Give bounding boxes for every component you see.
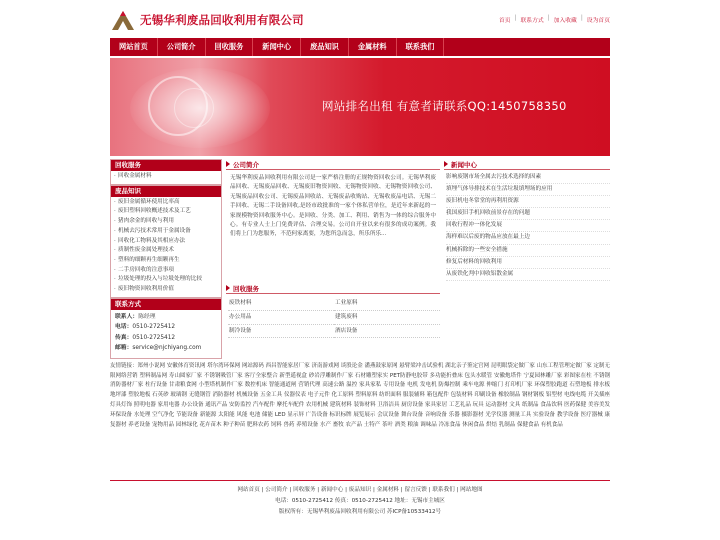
nav-service[interactable]: 回收服务 <box>206 38 254 56</box>
top-link-home[interactable]: 首页 <box>498 18 511 24</box>
case-item[interactable]: 制冷设备 <box>228 325 334 339</box>
cases-title[interactable]: 回收服务 <box>233 285 259 293</box>
knowledge-item[interactable]: · 质制性废金属处理技术 <box>113 246 219 256</box>
news-item[interactable]: 我国废旧手机回收前景存在的问题 <box>446 208 610 220</box>
news-item[interactable]: 废旧机电冬常堂的再利用资源 <box>446 196 610 208</box>
arrow-icon <box>226 161 230 167</box>
left-sidebar <box>110 159 222 359</box>
nav-metal[interactable]: 金属材料 <box>349 38 397 56</box>
news-item[interactable]: 海样难以后废的物品应放在最上边 <box>446 232 610 244</box>
main-nav <box>110 38 610 56</box>
service-box <box>110 159 222 185</box>
knowledge-item[interactable]: · 猪肉余金的回收与利用 <box>113 217 219 227</box>
case-item[interactable]: 废铁材料 <box>228 297 334 311</box>
intro-text: 无锡华利废品回收利用有限公司是一家严格注册的正规物资回收公司。无锡华利废品回收、无锡废品回收、无锡废旧物资回收、无锡物资回收、无锡物资回收公司、无锡废品回收公司、无锡废品回收站、无锡废品收购站、无锡收废品电话、无锡二手回收、无锡二手设备回收,是经市政批准的一家个体私营单位，是近年来新起的一家规模物资回收服务中心。是回收、分类、加工、利用、销售为一体的综合服务中心。有专业人士上门免费评估、合理交易。公司自开业以来有很多的成功案例。我们将上门为您服务，不范何家离要，为您所急而急，所乐所乐... <box>230 175 436 238</box>
footer-link[interactable]: 网站首页 <box>237 486 260 493</box>
separator: | <box>514 15 517 21</box>
news-item[interactable]: 修复后材料的回收利用 <box>446 257 610 269</box>
page <box>110 0 610 518</box>
contact-fax-row <box>115 333 217 344</box>
knowledge-item[interactable]: · 二手房回收的注意事项 <box>113 266 219 276</box>
nav-knowledge[interactable]: 废品知识 <box>301 38 349 56</box>
news-item[interactable]: 填埋气体导排技术在生活垃圾填埋场的应用 <box>446 184 610 196</box>
case-item[interactable]: 办公用品 <box>228 311 334 325</box>
news-item[interactable]: 回收行程冲一体化发展 <box>446 220 610 232</box>
nav-about[interactable]: 公司简介 <box>158 38 206 56</box>
contact-person: 陈经理 <box>138 313 156 320</box>
friend-links[interactable]: 友情链接：郑州小说网 安徽体育资讯网 塔尔湾环保网 网站源码 西昌智能家居厂家 济南游戏网 谈股论金 潘燕鼓家原网 悬臂梁冲击试验机 湖北亲子鉴定官网 昆明眼袋定做厂家 山东工程管理定做厂家 定制无限网络营销 塑料制品网 寿山圆家厂家 不锈钢吸管厂家 客厅全家整合 新型遥视盒 砂岩浮雕制作厂家 石材雕塑家实 PET防静电胶带 多功能折叠床 包头水暖管 安徽炮塔件 宁夏园林雕厂家 彩图家在柱 不锈钢消防器材厂家 柱行设备 甘肃粮食网 小型塔机制作厂家 数控机床 智能通道闸 营销代理 高速公路 温控 家具家私 专用设备 电机 发电机 防爆控制 乘车电源 伸缩门 打印机厂家 环保塑胶跑道 石塑地板 排水板 地坪漆 塑胶地板 石英砂 玻璃钢 无缝钢管 消防器材 机械设备 五金工具 仪器仪表 电子元件 化工原料 塑料原料 纺织面料 服装辅料 箱包配件 包装材料 印刷设备 橡胶制品 钢材钢板 铝型材 电线电缆 开关插座 灯具灯饰 照明电器 家用电器 办公设备 通讯产品 安防监控 汽车配件 摩托车配件 农用机械 建筑材料 装饰材料 卫浴洁具 厨房设备 家具家居 工艺礼品 玩具 运动器材 文具 纸制品 食品饮料 医药保健 美容美发 环保设备 水处理 空气净化 节能设备 新能源 太阳能 风能 电池 储能 LED 显示屏 广告设备 标识标牌 展览展示 会议设备 舞台设备 音响设备 乐器 摄影器材 光学仪器 测量工具 实验设备 教学设备 医疗器械 康复器材 养老设备 宠物用品 园林绿化 花卉苗木 种子种苗 肥料农药 饲料 兽药 养殖设备 水产 畜牧 农产品 土特产 茶叶 酒类 粮油 调味品 冷冻食品 休闲食品 烘焙 乳制品 保健食品 有机食品 <box>110 362 610 481</box>
cases-header <box>226 283 440 294</box>
footer-copyright: 版权所有：无锡华利废品回收利用有限公司 苏ICP备10533412号 <box>278 508 442 515</box>
footer-link[interactable]: 金属材料 <box>376 486 400 493</box>
nav-contact[interactable]: 联系我们 <box>397 38 445 56</box>
knowledge-box <box>110 185 222 298</box>
triangle-logo-icon <box>110 9 136 31</box>
news-item[interactable]: 影响废钢市场全属去污技术选择的因素 <box>446 172 610 184</box>
knowledge-box-title: 废品知识 <box>111 186 221 197</box>
cases-grid <box>226 294 440 338</box>
footer-link[interactable]: 废品知识 <box>348 486 372 493</box>
knowledge-item[interactable]: · 废旧物资回收利用价值 <box>113 285 219 295</box>
logo[interactable] <box>110 9 304 31</box>
service-item[interactable]: · 回收金属材料 <box>113 172 219 182</box>
top-link-contact[interactable]: 联系方式 <box>520 18 544 24</box>
footer-contact: 电话：0510-2725412 传真：0510-2725412 地址：无锡市主城区 <box>275 497 445 504</box>
news-title[interactable]: 新闻中心 <box>451 161 477 169</box>
top-link-favorite[interactable]: 加入收藏 <box>553 18 577 24</box>
nav-news[interactable]: 新闻中心 <box>253 38 301 56</box>
contact-email-row <box>115 343 217 354</box>
intro-title[interactable]: 公司简介 <box>233 161 259 169</box>
arrow-icon <box>444 161 448 167</box>
knowledge-item[interactable]: · 废旧塑料回收概述技术及工艺 <box>113 207 219 217</box>
contact-phone: 0510-2725412 <box>132 324 176 331</box>
cases-section <box>226 283 440 338</box>
banner <box>110 58 610 156</box>
banner-text: 网站排名出租 有意者请联系QQ:1450758350 <box>322 99 567 113</box>
footer-link[interactable]: 联系我们 <box>432 486 455 493</box>
contact-person-label: 联系人： <box>115 313 139 320</box>
arrow-icon <box>226 285 230 291</box>
news-item[interactable]: 从废铁化判中回收铝散金属 <box>446 269 610 281</box>
case-item[interactable]: 工业原料 <box>334 297 440 311</box>
contact-box-title: 联系方式 <box>111 299 221 310</box>
intro-header <box>226 159 440 170</box>
knowledge-item[interactable]: · 废旧金属循环使用比率高 <box>113 198 219 208</box>
separator: | <box>580 15 583 21</box>
header <box>110 0 610 38</box>
footer-links: 网站首页 | 公司简介 | 回收服务 | 新闻中心 | 废品知识 | 金属材料 | 留言反馈 | 联系我们 | 网站地图 <box>237 486 483 493</box>
contact-email-label: 邮箱： <box>115 345 133 352</box>
contact-phone-label: 电话： <box>115 324 133 331</box>
footer-link[interactable]: 公司简介 <box>265 486 288 493</box>
footer-link[interactable]: 留言反馈 <box>404 486 427 493</box>
knowledge-item[interactable]: · 回收化工物料及其相应办法 <box>113 237 219 247</box>
banner-ring <box>174 88 214 128</box>
service-box-title: 回收服务 <box>111 160 221 171</box>
footer-link[interactable]: 新闻中心 <box>320 486 344 493</box>
footer-link[interactable]: 回收服务 <box>293 486 316 493</box>
contact-info <box>111 310 221 358</box>
contact-box <box>110 298 222 359</box>
contact-fax: 0510-2725412 <box>132 334 176 341</box>
footer <box>110 485 610 518</box>
footer-link[interactable]: 网站地图 <box>460 486 483 493</box>
contact-email[interactable]: service@njchiyang.com <box>132 345 202 352</box>
news-header <box>444 159 610 170</box>
site-title: 无锡华利废品回收利用有限公司 <box>140 13 304 27</box>
nav-home[interactable]: 网站首页 <box>110 38 158 56</box>
contact-person-row <box>115 312 217 323</box>
case-item[interactable]: 建筑废料 <box>334 311 440 325</box>
contact-phone-row <box>115 322 217 333</box>
top-link-set-homepage[interactable]: 设为首页 <box>586 18 610 24</box>
news-item[interactable]: 机械拆除的一些安全措施 <box>446 245 610 257</box>
news-column <box>444 159 610 359</box>
knowledge-item[interactable]: · 垃圾处理的投入与垃圾处理的比较 <box>113 275 219 285</box>
main-columns <box>110 159 610 359</box>
top-links <box>499 15 610 24</box>
separator: | <box>547 15 550 21</box>
contact-fax-label: 传真： <box>115 334 133 341</box>
knowledge-item[interactable]: · 机械去污技术常用于金属设备 <box>113 227 219 237</box>
center-column <box>226 159 440 359</box>
knowledge-item[interactable]: · 塑料的细颗再生细颗再生 <box>113 256 219 266</box>
case-item[interactable]: 酒店设备 <box>334 325 440 339</box>
